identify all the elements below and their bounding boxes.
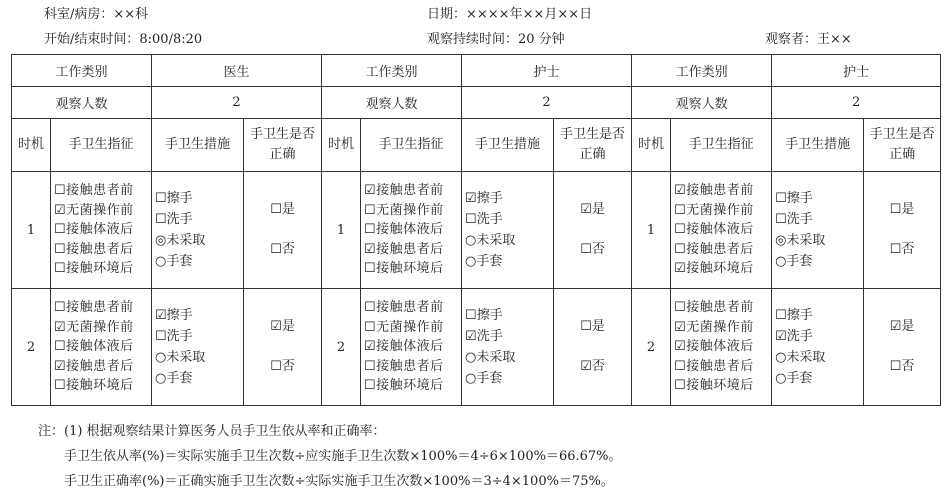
correct-cell: [244, 289, 322, 406]
correct-header: 手卫生是否正确: [864, 119, 941, 172]
measure-option[interactable]: ○手套: [155, 254, 193, 269]
indication-option[interactable]: ☐接触体液后: [364, 222, 444, 238]
observer-label: 观察者：王××: [765, 32, 852, 47]
measure-option[interactable]: ○手套: [465, 371, 503, 386]
indication-option[interactable]: ☑接触体液后: [674, 339, 754, 355]
correct-no-option[interactable]: ☐否: [270, 359, 295, 374]
correct-cell: [554, 172, 632, 289]
indication-option[interactable]: ☑接触患者前: [674, 183, 754, 199]
count-value: 2: [462, 87, 632, 119]
correct-yes-option[interactable]: ☑是: [889, 319, 915, 334]
correct-no-option[interactable]: ☐否: [580, 242, 605, 257]
timing-cell: 2: [322, 289, 361, 406]
indication-option[interactable]: ☐接触体液后: [54, 222, 134, 238]
measure-option[interactable]: ☐擦手: [775, 308, 813, 323]
measure-option[interactable]: ☐洗手: [155, 212, 193, 227]
indication-option[interactable]: ☐接触体液后: [54, 339, 134, 355]
indication-option[interactable]: ☐无菌操作前: [674, 202, 754, 218]
correct-no-option[interactable]: ☐否: [270, 242, 295, 257]
measure-option[interactable]: ☐擦手: [155, 191, 193, 206]
observer-count-row: [12, 87, 941, 119]
correct-no-option[interactable]: ☑否: [580, 359, 605, 374]
timing-cell: 1: [12, 172, 51, 289]
indication-cell: [671, 172, 772, 289]
indication-option[interactable]: ☑接触环境后: [674, 261, 754, 277]
measure-option[interactable]: ☐洗手: [155, 329, 193, 344]
observation-row-1: [12, 172, 941, 289]
indication-header: 手卫生指征: [51, 119, 152, 172]
count-label: 观察人数: [12, 87, 152, 119]
count-value: 2: [772, 87, 941, 119]
indication-option[interactable]: ☐接触患者后: [364, 358, 444, 374]
correct-header: 手卫生是否正确: [244, 119, 322, 172]
measure-option[interactable]: ☑擦手: [465, 191, 503, 206]
measure-cell: [152, 289, 244, 406]
measure-cell: [772, 172, 864, 289]
observation-row-2: [12, 289, 941, 406]
indication-option[interactable]: ☑接触患者后: [364, 241, 444, 257]
indication-option[interactable]: ☐接触患者后: [674, 358, 754, 374]
indication-cell: [671, 289, 772, 406]
correct-no-option[interactable]: ☐否: [889, 359, 915, 374]
timing-cell: 1: [322, 172, 361, 289]
indication-option[interactable]: ☐接触患者前: [54, 300, 134, 316]
measure-option[interactable]: ☐洗手: [465, 212, 503, 227]
measure-option[interactable]: ○手套: [775, 254, 813, 269]
correct-header: 手卫生是否正确: [554, 119, 632, 172]
measure-option[interactable]: ○手套: [465, 254, 503, 269]
timing-cell: 1: [632, 172, 671, 289]
count-value: 2: [152, 87, 322, 119]
measure-option[interactable]: ☑洗手: [775, 329, 813, 344]
measure-header: 手卫生措施: [152, 119, 244, 172]
measure-option[interactable]: ○未采取: [465, 350, 516, 365]
timing-header: 时机: [12, 119, 51, 172]
measure-option[interactable]: ○未采取: [155, 350, 206, 365]
work-type-value: 护士: [462, 55, 632, 87]
indication-cell: [361, 172, 462, 289]
correct-yes-option[interactable]: ☐是: [270, 202, 295, 217]
indication-option[interactable]: ☑无菌操作前: [54, 319, 134, 335]
indication-cell: [361, 289, 462, 406]
time-label: 开始/结束时间：8:00/8:20: [44, 32, 203, 47]
correct-yes-option[interactable]: ☐是: [580, 319, 605, 334]
measure-option[interactable]: ◎未采取: [775, 233, 826, 248]
measure-option[interactable]: ☐擦手: [465, 308, 503, 323]
measure-option[interactable]: ○手套: [155, 371, 193, 386]
dept-label: 科室/病房：××科: [44, 7, 149, 22]
indication-option[interactable]: ☐接触环境后: [364, 378, 444, 394]
measure-option[interactable]: ☐擦手: [775, 191, 813, 206]
indication-header: 手卫生指征: [361, 119, 462, 172]
correct-yes-option[interactable]: ☑是: [580, 202, 605, 217]
hand-hygiene-observation-table: [11, 54, 941, 406]
indication-option[interactable]: ☐接触环境后: [674, 378, 754, 394]
duration-label: 观察持续时间：20 分钟: [427, 32, 565, 47]
indication-option[interactable]: ☐接触环境后: [54, 378, 134, 394]
correct-cell: [864, 172, 941, 289]
timing-header: 时机: [632, 119, 671, 172]
indication-option[interactable]: ☐接触体液后: [674, 222, 754, 238]
column-header-row: [12, 119, 941, 172]
correct-cell: [554, 289, 632, 406]
date-label: 日期：××××年××月××日: [427, 7, 593, 22]
indication-option[interactable]: ☑接触体液后: [364, 339, 444, 355]
indication-option[interactable]: ☐无菌操作前: [364, 319, 444, 335]
correct-yes-option[interactable]: ☑是: [270, 319, 295, 334]
measure-cell: [772, 289, 864, 406]
indication-option[interactable]: ☐接触环境后: [54, 261, 134, 277]
work-type-value: 医生: [152, 55, 322, 87]
indication-option[interactable]: ☐接触患者后: [54, 241, 134, 257]
work-type-label: 工作类别: [322, 55, 462, 87]
measure-header: 手卫生措施: [772, 119, 864, 172]
timing-cell: 2: [632, 289, 671, 406]
indication-option[interactable]: ☐接触环境后: [364, 261, 444, 277]
indication-cell: [51, 289, 152, 406]
measure-cell: [462, 172, 554, 289]
measure-option[interactable]: ☑擦手: [155, 308, 193, 323]
indication-option[interactable]: ☐接触患者前: [54, 183, 134, 199]
indication-option[interactable]: ☑无菌操作前: [54, 202, 134, 218]
correct-cell: [864, 289, 941, 406]
count-label: 观察人数: [322, 87, 462, 119]
measure-option[interactable]: ○手套: [775, 371, 813, 386]
correct-yes-option[interactable]: ☐是: [889, 202, 915, 217]
timing-header: 时机: [322, 119, 361, 172]
indication-option[interactable]: ☐接触患者前: [364, 300, 444, 316]
timing-cell: 2: [12, 289, 51, 406]
indication-option[interactable]: ☑接触患者前: [364, 183, 444, 199]
correct-cell: [244, 172, 322, 289]
indication-header: 手卫生指征: [671, 119, 772, 172]
indication-option[interactable]: ☑接触患者后: [54, 358, 134, 374]
compliance-rate-formula: 手卫生依从率(%)＝实际实施手卫生次数÷应实施手卫生次数×100%＝4÷6×100%＝66.67%。: [64, 449, 622, 464]
indication-cell: [51, 172, 152, 289]
measure-option[interactable]: ☑洗手: [465, 329, 503, 344]
indication-option[interactable]: ☐无菌操作前: [364, 202, 444, 218]
indication-option[interactable]: ☐接触患者前: [674, 300, 754, 316]
count-label: 观察人数: [632, 87, 772, 119]
note-heading: 注：(1) 根据观察结果计算医务人员手卫生依从率和正确率：: [38, 424, 386, 439]
measure-cell: [152, 172, 244, 289]
measure-option[interactable]: ○未采取: [775, 350, 826, 365]
measure-option[interactable]: ☐洗手: [775, 212, 813, 227]
correctness-rate-formula: 手卫生正确率(%)＝正确实施手卫生次数÷实际实施手卫生次数×100%＝3÷4×100%＝75%。: [64, 474, 614, 489]
measure-cell: [462, 289, 554, 406]
work-type-row: [12, 55, 941, 87]
correct-no-option[interactable]: ☐否: [889, 242, 915, 257]
work-type-label: 工作类别: [632, 55, 772, 87]
work-type-label: 工作类别: [12, 55, 152, 87]
indication-option[interactable]: ☑无菌操作前: [674, 319, 754, 335]
measure-option[interactable]: ◎未采取: [155, 233, 206, 248]
measure-option[interactable]: ○未采取: [465, 233, 516, 248]
measure-header: 手卫生措施: [462, 119, 554, 172]
indication-option[interactable]: ☐接触患者后: [674, 241, 754, 257]
work-type-value: 护士: [772, 55, 941, 87]
